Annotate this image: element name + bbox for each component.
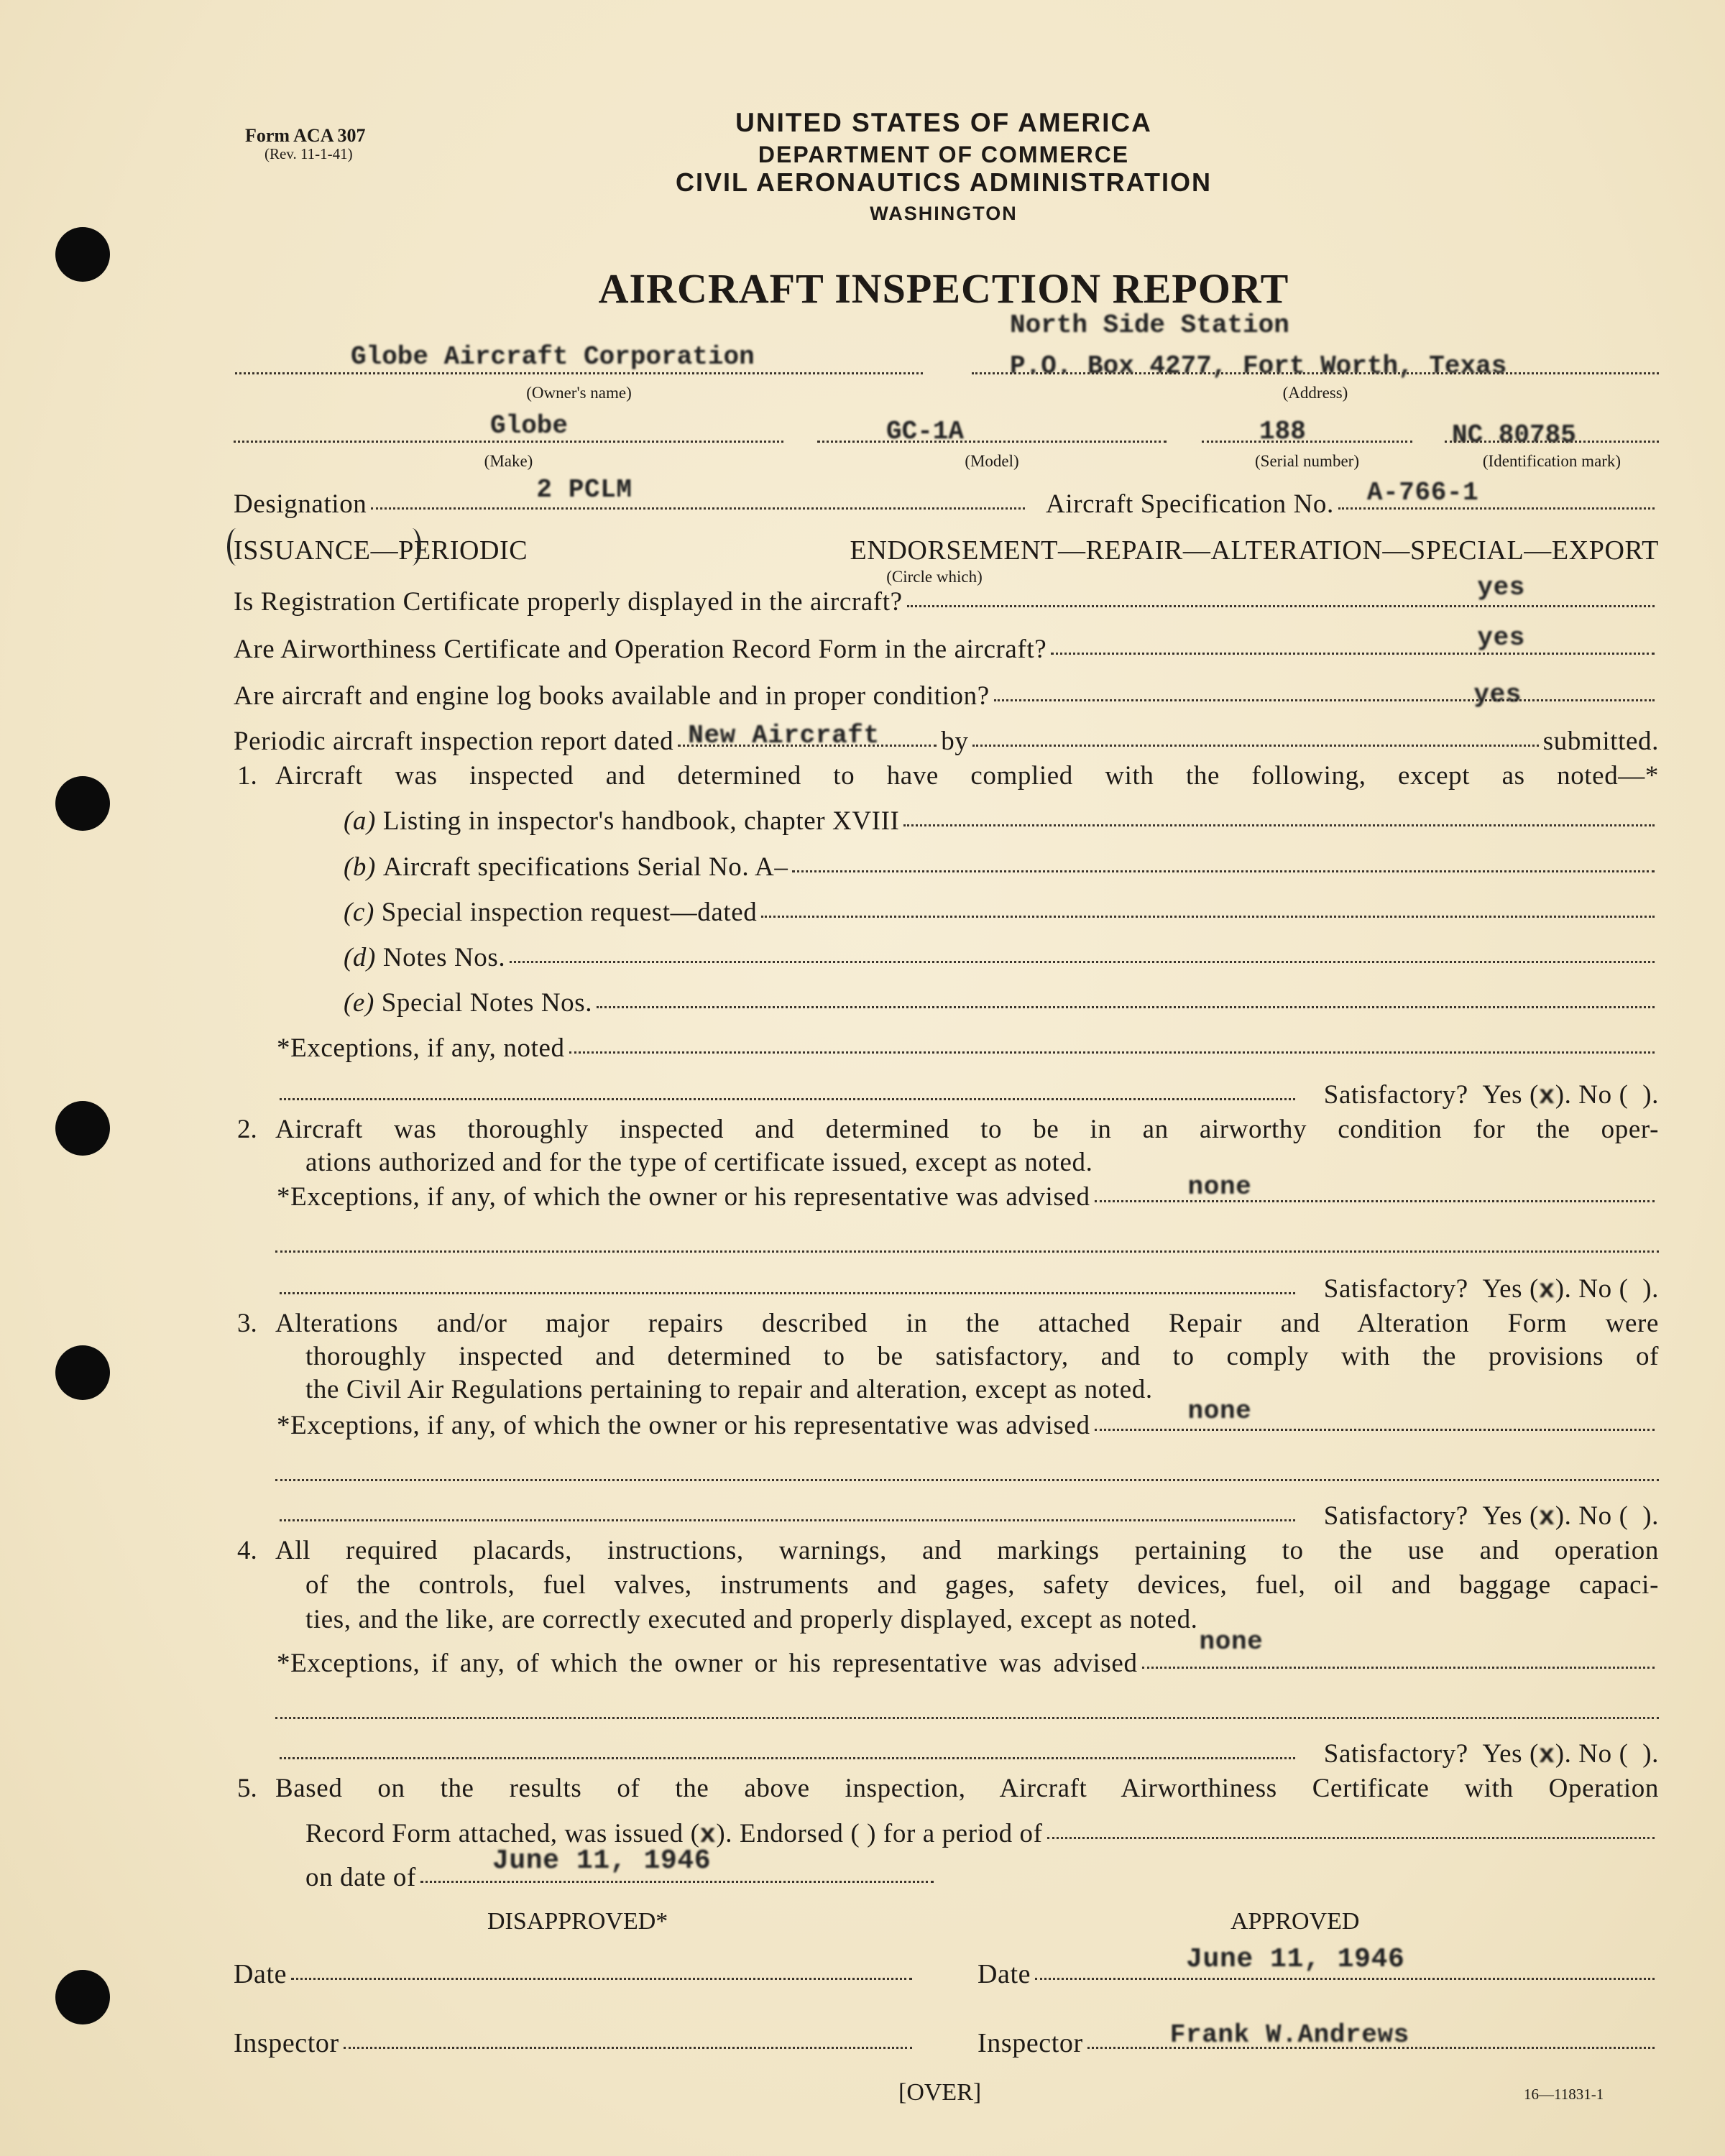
- sub-label: Aircraft specifications Serial No. A–: [382, 852, 788, 883]
- approved-date-value: June 11, 1946: [1186, 1944, 1405, 1976]
- exceptions-field-continued[interactable]: [275, 1717, 1659, 1719]
- page-title: AIRCRAFT INSPECTION REPORT: [598, 265, 1289, 312]
- periodic-row: [234, 721, 1659, 757]
- designation-row: [234, 475, 1029, 520]
- spec-field[interactable]: [1338, 478, 1655, 510]
- serial-number-field[interactable]: [1202, 441, 1412, 443]
- question-answer-field[interactable]: [994, 678, 1655, 710]
- item4-line: [305, 1570, 1659, 1600]
- item1-sub-c: [344, 897, 1659, 928]
- inspector-label: Inspector: [234, 2028, 339, 2059]
- make-field[interactable]: [234, 441, 783, 443]
- periodic-date-field[interactable]: [678, 721, 937, 751]
- header-city: WASHINGTON: [870, 203, 1018, 224]
- disapproved-date-field[interactable]: [291, 1955, 912, 1980]
- item4-text: All required placards, instructions, warnings, and markings pertaining to the use and operation: [275, 1536, 1659, 1565]
- punch-hole: [55, 776, 110, 831]
- owner-name-field[interactable]: [235, 372, 923, 374]
- form-number: Form ACA 307: [245, 125, 366, 146]
- model-field[interactable]: [817, 441, 1167, 443]
- sub-field[interactable]: [597, 985, 1655, 1008]
- item2-line: [275, 1114, 1659, 1145]
- sub-key: (d): [344, 943, 376, 973]
- exceptions-label: *Exceptions, if any, of which the owner or his representative was advised: [277, 1649, 1138, 1679]
- question-row: [234, 681, 1659, 711]
- sub-key: (c): [344, 898, 374, 928]
- spec-label: Aircraft Specification No.: [1046, 489, 1334, 520]
- yes-check-mark: x: [1538, 1082, 1555, 1112]
- header-department: DEPARTMENT OF COMMERCE: [758, 142, 1130, 167]
- header-agency: CIVIL AERONAUTICS ADMINISTRATION: [676, 167, 1212, 197]
- make-caption: (Make): [484, 452, 533, 470]
- question-label: Are Airworthiness Certificate and Operation Record Form in the aircraft?: [234, 635, 1047, 665]
- item3-line: [305, 1341, 1659, 1372]
- disapproved-heading: DISAPPROVED*: [487, 1908, 668, 1935]
- address-line1-value: North Side Station: [1010, 310, 1289, 340]
- satisfactory-label: Satisfactory?: [1323, 1501, 1468, 1531]
- sub-label: Special inspection request—dated: [381, 898, 758, 928]
- exceptions-label: *Exceptions, if any, of which the owner or his representative was advised: [277, 1182, 1090, 1212]
- inspector-label: Inspector: [978, 2028, 1083, 2059]
- item3-text: Alterations and/or major repairs described in the attached Repair and Alteration Form were: [275, 1309, 1659, 1338]
- satisfactory-end: ).: [1642, 1080, 1659, 1110]
- issue-date-label: on date of: [305, 1863, 416, 1893]
- disapproved-date-row: [234, 1958, 916, 1990]
- exceptions-value: none: [1187, 1396, 1252, 1427]
- item3-exceptions-row: [277, 1396, 1659, 1441]
- periodic-by-field[interactable]: [972, 723, 1538, 747]
- sub-field[interactable]: [761, 894, 1655, 918]
- sub-label: Listing in inspector's handbook, chapter XVIII: [382, 806, 900, 837]
- header-country: UNITED STATES OF AMERICA: [735, 108, 1152, 137]
- item3-number: 3.: [237, 1309, 257, 1338]
- punch-hole: [55, 1345, 110, 1400]
- item5-date-row: [305, 1846, 938, 1893]
- item1-text: [275, 760, 1659, 791]
- exceptions-field[interactable]: [1095, 1172, 1655, 1202]
- exceptions-field-continued[interactable]: [280, 1077, 1295, 1100]
- satisfactory-yes[interactable]: Yes (: [1482, 1080, 1539, 1110]
- designation-field[interactable]: [371, 475, 1025, 510]
- sub-label: Special Notes Nos.: [381, 988, 593, 1018]
- item5-line: [275, 1773, 1659, 1804]
- exceptions-field-continued[interactable]: [280, 1736, 1295, 1759]
- exceptions-field[interactable]: [1142, 1627, 1655, 1669]
- spec-row: [1046, 478, 1659, 520]
- over-note: [OVER]: [898, 2079, 982, 2106]
- question-row: [234, 623, 1659, 665]
- yes-check-mark: x: [1538, 1276, 1555, 1307]
- exceptions-field-continued[interactable]: [280, 1271, 1295, 1294]
- satisfactory-yes[interactable]: Yes (: [1482, 1739, 1539, 1769]
- yes-check-mark: x: [1538, 1503, 1555, 1534]
- identification-mark-field[interactable]: [1445, 441, 1659, 443]
- item1-sub-d: [344, 942, 1659, 973]
- yes-check-mark: x: [1538, 1741, 1555, 1772]
- designation-label: Designation: [234, 489, 367, 520]
- exceptions-field[interactable]: [569, 1030, 1655, 1054]
- disapproved-inspector-field[interactable]: [344, 2024, 912, 2049]
- model-value: GC-1A: [886, 417, 965, 446]
- item5-text: Based on the results of the above inspection, Aircraft Airworthiness Certificate with Operation: [275, 1774, 1659, 1803]
- item5-number: 5.: [237, 1774, 257, 1803]
- punch-hole: [55, 1101, 110, 1156]
- owner-name-value: Globe Aircraft Corporation: [351, 342, 755, 372]
- item2-number: 2.: [237, 1115, 257, 1144]
- item1-sub-e: [344, 987, 1659, 1018]
- identification-mark-caption: (Identification mark): [1482, 452, 1622, 470]
- satisfactory-label: Satisfactory?: [1323, 1739, 1468, 1769]
- question-label: Is Registration Certificate properly displayed in the aircraft?: [234, 587, 903, 617]
- item2-text: Aircraft was thoroughly inspected and determined to be in an airworthy condition for the oper-: [275, 1115, 1659, 1144]
- address-caption: (Address): [1282, 384, 1348, 402]
- periodic-submitted-label: submitted.: [1542, 727, 1659, 757]
- exceptions-field-continued[interactable]: [280, 1498, 1295, 1521]
- exceptions-label: *Exceptions, if any, noted: [277, 1033, 565, 1064]
- exceptions-label: *Exceptions, if any, of which the owner or his representative was advised: [277, 1411, 1090, 1441]
- report-type-options[interactable]: ISSUANCE—PERIODIC ENDORSEMENT—REPAIR—ALTERATION—SPECIAL—EXPORT: [234, 535, 1659, 566]
- satisfactory-no[interactable]: ). No (: [1555, 1274, 1629, 1304]
- owner-name-caption: (Owner's name): [526, 384, 632, 402]
- issue-date-field[interactable]: [420, 1846, 934, 1883]
- satisfactory-no[interactable]: ). No (: [1555, 1080, 1629, 1110]
- satisfactory-end: ).: [1642, 1274, 1659, 1304]
- item4-exceptions-row: [277, 1627, 1659, 1679]
- item1-sub-a: [344, 806, 1659, 837]
- date-label: Date: [234, 1959, 288, 1990]
- endorsed-label: ). Endorsed ( ) for a period of: [716, 1819, 1043, 1849]
- item1-number: 1.: [237, 761, 257, 791]
- item3-text: thoroughly inspected and determined to be satisfactory, and to comply with the provisions of: [305, 1342, 1659, 1371]
- satisfactory-no[interactable]: ). No (: [1555, 1501, 1629, 1531]
- exceptions-field-continued[interactable]: [275, 1250, 1659, 1253]
- satisfactory-yes[interactable]: Yes (: [1482, 1501, 1539, 1531]
- exceptions-value: none: [1187, 1172, 1252, 1202]
- disapproved-inspector-row: [234, 2027, 916, 2059]
- period-field[interactable]: [1047, 1815, 1655, 1839]
- item1-satisfactory-row: [275, 1079, 1659, 1112]
- approved-inspector-row: [978, 2020, 1659, 2059]
- exceptions-field-continued[interactable]: [275, 1479, 1659, 1481]
- approved-inspector-value: Frank W.Andrews: [1169, 2020, 1409, 2050]
- sub-field[interactable]: [903, 803, 1655, 826]
- item4-text: of the controls, fuel valves, instruments and gages, safety devices, fuel, oil and baggage capaci-: [305, 1570, 1659, 1600]
- serial-number-value: 188: [1259, 417, 1306, 446]
- item3-satisfactory-row: [275, 1501, 1659, 1533]
- approved-inspector-field[interactable]: [1087, 2020, 1655, 2050]
- issued-label: Record Form attached, was issued (: [305, 1819, 700, 1849]
- question-answer-field[interactable]: [1051, 623, 1655, 655]
- question-label: Are aircraft and engine log books available and in proper condition?: [234, 681, 990, 711]
- print-code: 16—11831-1: [1524, 2086, 1604, 2103]
- sub-key: (e): [344, 988, 374, 1018]
- periodic-label: Periodic aircraft inspection report dated: [234, 727, 674, 757]
- issue-date-value: June 11, 1946: [492, 1846, 712, 1877]
- sub-key: (a): [344, 806, 376, 837]
- form-revision: (Rev. 11-1-41): [264, 145, 353, 162]
- item4-satisfactory-row: [275, 1738, 1659, 1771]
- item3-text: the Civil Air Regulations pertaining to repair and alteration, except as noted.: [305, 1375, 1153, 1404]
- spec-value: A-766-1: [1366, 478, 1479, 508]
- item1-sub-b: [344, 852, 1659, 883]
- satisfactory-yes[interactable]: Yes (: [1482, 1274, 1539, 1304]
- approved-heading: APPROVED: [1230, 1908, 1360, 1935]
- designation-value: 2 PCLM: [536, 475, 632, 505]
- serial-number-caption: (Serial number): [1255, 452, 1359, 470]
- circle-mark-left: [227, 528, 246, 566]
- make-value: Globe: [490, 411, 569, 441]
- report-type-row: [234, 535, 1659, 566]
- model-caption: (Model): [965, 452, 1019, 470]
- approved-date-field[interactable]: [1035, 1944, 1655, 1980]
- identification-mark-value: NC 80785: [1452, 420, 1576, 450]
- item4-number: 4.: [237, 1536, 257, 1565]
- item3-line: [305, 1374, 1153, 1405]
- satisfactory-no[interactable]: ). No (: [1555, 1739, 1629, 1769]
- address-line2-value: P.O. Box 4277, Fort Worth, Texas: [1010, 351, 1507, 381]
- satisfactory-label: Satisfactory?: [1323, 1274, 1468, 1304]
- periodic-date-value: New Aircraft: [688, 721, 880, 751]
- approved-date-row: [978, 1944, 1659, 1990]
- address-field[interactable]: [972, 372, 1659, 374]
- date-label: Date: [978, 1959, 1031, 1990]
- issued-check-mark[interactable]: x: [699, 1820, 717, 1851]
- satisfactory-end: ).: [1642, 1501, 1659, 1531]
- exceptions-field[interactable]: [1095, 1396, 1655, 1431]
- punch-hole: [55, 1970, 110, 2024]
- circle-mark-right: [402, 528, 421, 566]
- circle-which-note: (Circle which): [886, 568, 983, 586]
- question-answer: yes: [1477, 573, 1525, 603]
- item1-exceptions-row: [277, 1033, 1659, 1064]
- item2-satisfactory-row: [275, 1273, 1659, 1306]
- item2-exceptions-row: [277, 1172, 1659, 1212]
- item4-line: [275, 1535, 1659, 1566]
- periodic-by-label: by: [941, 727, 969, 757]
- item4-text: ties, and the like, are correctly executed and properly displayed, except as noted.: [305, 1605, 1198, 1634]
- sub-key: (b): [344, 852, 376, 883]
- question-answer: yes: [1473, 680, 1522, 710]
- exceptions-value: none: [1199, 1627, 1264, 1657]
- item2-line: [305, 1147, 1092, 1178]
- sub-label: Notes Nos.: [382, 943, 506, 973]
- satisfactory-end: ).: [1642, 1739, 1659, 1769]
- item3-line: [275, 1308, 1659, 1339]
- sub-field[interactable]: [792, 849, 1655, 872]
- question-answer: yes: [1477, 623, 1525, 653]
- item2-text: ations authorized and for the type of certificate issued, except as noted.: [305, 1148, 1093, 1177]
- sub-field[interactable]: [510, 939, 1655, 963]
- satisfactory-label: Satisfactory?: [1323, 1080, 1468, 1110]
- item1-text-line: Aircraft was inspected and determined to have complied with the following, except as noted—*: [275, 761, 1659, 791]
- item4-line: [305, 1604, 1198, 1635]
